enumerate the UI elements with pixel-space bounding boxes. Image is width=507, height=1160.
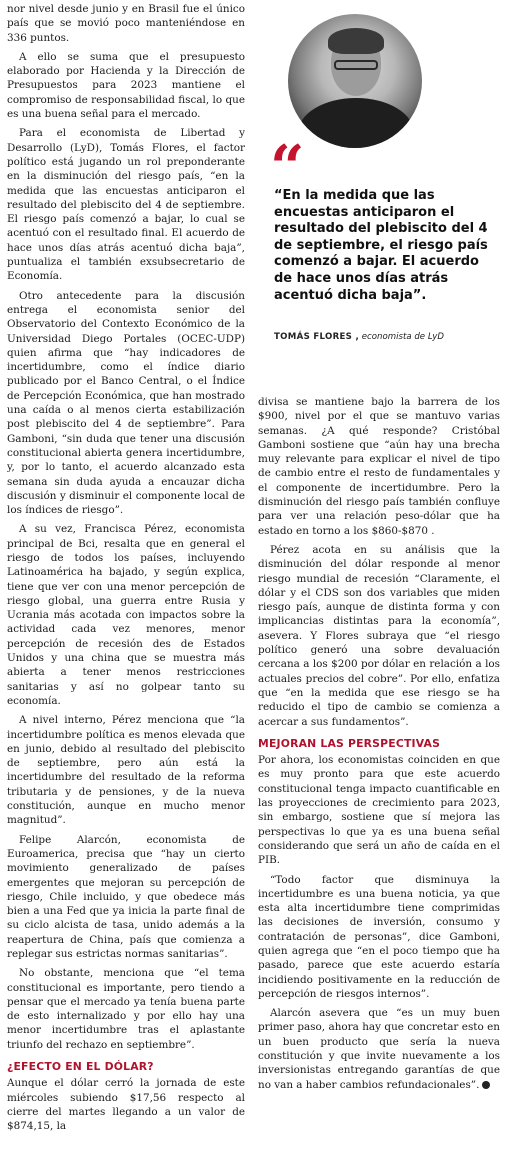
pull-quote-attribution	[274, 332, 444, 342]
subhead-dolar: ¿EFECTO EN EL DÓLAR?	[7, 1060, 154, 1074]
article-right-column	[258, 395, 500, 1097]
article-left-column	[7, 2, 245, 1139]
paragraph-text: Alarcón asevera que “es un muy buen primer paso, ahora hay que concretar esto en un buen producto que sería la nueva constitución y que invite nuevamente a los inversionistas entregando garantías de que no van a haber cambios refundacionales”.	[258, 1007, 500, 1091]
paragraph	[258, 1006, 500, 1092]
paragraph: “Todo factor que disminuya la incertidumbre es una buena noticia, ya que esta alta incertidumbre tiene comprimidas las decisiones de inversión, consumo y contratación de personas”, dice Gamboni, quien agrega que “en el poco tiempo que ha pasado, parece que este acuerdo estaría incidiendo positivamente en la reducción de percepción de riesgos internos”.	[258, 873, 500, 1000]
paragraph: Felipe Alarcón, economista de Euroamerica, precisa que “hay un cierto movimiento generalizado de países emergentes que mejoran su percepción de riesgo, Chile incluido, y que obedece más bien a una Fed que ya inicia la parte final de su ciclo alcista de tasa, unido además a la reapertura de China, país que comienza a replegar sus estrictas normas sanitarias”.	[7, 833, 245, 960]
end-mark-icon	[482, 1081, 490, 1089]
paragraph: Pérez acota en su análisis que la disminución del dólar responde al menor riesgo mundial de recesión “Claramente, el dólar y el CDS son dos variables que miden riesgo país, aunque de distinta forma y con implicancias distintas para la economía”, asevera. Y Flores subraya que “el riesgo político generó una sobre devaluación cercana a los $200 por dólar en relación a los actuales precios del cobre”. Por ello, enfatiza que “en la medida que ese riesgo se ha reducido el tipo de cambio se comienza a acercar a sus fundamentos”.	[258, 543, 500, 728]
author-photo	[288, 14, 422, 148]
paragraph: Aunque el dólar cerró la jornada de este miércoles subiendo $17,56 respecto al cierre del martes llegando a un valor de $874,15, la	[7, 1077, 245, 1133]
paragraph: A nivel interno, Pérez menciona que “la incertidumbre política es menos elevada que en junio, debido al resultado del plebiscito de septiembre, pero aún está la incertidumbre del resultado de la reforma tributaria y de pensiones, y de la nueva constitución, aunque en mucho menor magnitud”.	[7, 714, 245, 827]
photo-hair	[328, 28, 384, 54]
paragraph: Por ahora, los economistas coinciden en que es muy pronto para que este acuerdo constitucional tenga impacto cuantificable en las proyecciones de crecimiento para 2023, sin embargo, sostiene que sí mejora las perspectivas lo que ya es una buena señal considerando que será un año de caída en el PIB.	[258, 754, 500, 867]
quote-mark-icon: “	[270, 133, 305, 203]
paragraph: Otro antecedente para la discusión entrega el economista senior del Observatorio del Contexto Económico de la Universidad Diego Portales (OCEC-UDP) quien afirma que “hay indicadores de incertidumbre, como el índice diario publicado por el Banco Central, o el Índice de Percepción Económica, que han mostrado una caída o al menos cierta estabilización post plebiscito del 4 de septiembre”. Para Gamboni, “sin duda que tener una discusión constitucional abierta genera incertidumbre, y, por lo tanto, el acuerdo alcanzado esta semana sin duda ayuda a encauzar dicha discusión y disminuir el componente local de los índices de riesgo”.	[7, 289, 245, 517]
paragraph: nor nivel desde junio y en Brasil fue el único país que se movió poco manteniéndose en 336 puntos.	[7, 3, 245, 44]
subhead-perspectivas: MEJORAN LAS PERSPECTIVAS	[258, 736, 441, 750]
paragraph: Para el economista de Libertad y Desarrollo (LyD), Tomás Flores, el factor político está jugando un rol preponderante en la disminución del riesgo país, “en la medida que las encuestas anticiparon el resultado del plebiscito del 4 de septiembre. El riesgo país comenzó a bajar, lo cual se acentuó con el resultado final. El acuerdo de hace unos días atrás acentuó dicha baja”, puntualiza el también exsubsecretario de Economía.	[7, 127, 245, 283]
photo-body	[298, 98, 414, 148]
pull-quote-box	[258, 0, 500, 360]
paragraph: divisa se mantiene bajo la barrera de los $900, nivel por el que se mantuvo varias semanas. ¿A qué responde? Cristóbal Gamboni sostiene que “aún hay una brecha muy relevante para explicar el nivel de tipo de cambio entre el resto de fundamentales y el componente de incertidumbre. Pero la disminución del riesgo país también confluye para ver una relación peso-dólar que ha estado en torno a los $860-$870 .	[258, 396, 500, 537]
pull-quote-text: “En la medida que las encuestas anticiparon el resultado del plebiscito del 4 de septiembre, el riesgo país comenzó a bajar. El acuerdo de hace unos días atrás acentuó dicha baja”.	[274, 188, 488, 303]
attribution-name: TOMÁS FLORES ,	[274, 332, 360, 342]
attribution-role: economista de LyD	[361, 332, 445, 342]
photo-glasses	[334, 60, 378, 70]
paragraph: A su vez, Francisca Pérez, economista principal de Bci, resalta que en general el riesgo de todos los países, incluyendo Latinoamérica ha bajado, y según explica, tiene que ver con una menor percepción de riesgo global, una guerra entre Rusia y Ucrania más acotada con impactos sobre la actividad cada vez menores, menor percepción de recesión des de Estados Unidos y una china que se muestra más abierta a tener menos restricciones sanitarias y así no golpear tanto su economía.	[7, 523, 245, 707]
paragraph: A ello se suma que el presupuesto elaborado por Hacienda y la Dirección de Presupuestos para 2023 mantiene el compromiso de responsabilidad fiscal, lo que es una buena señal para el mercado.	[7, 50, 245, 121]
paragraph: No obstante, menciona que “el tema constitucional es importante, pero tiendo a pensar que el mercado ya tenía buena parte de esto internalizado y por ello hay una menor incertidumbre tras el aplastante triunfo del rechazo en septiembre”.	[7, 967, 245, 1051]
